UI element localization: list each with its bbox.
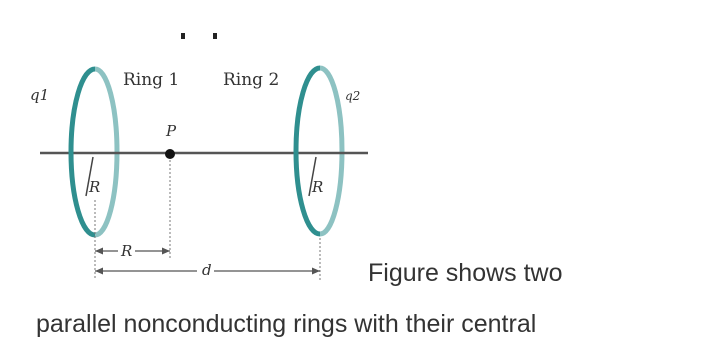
point-p-dot (165, 149, 175, 159)
r-dimension-arrow-right (162, 248, 170, 255)
d-dimension-arrow-right (312, 268, 320, 275)
r-dimension-label: R (121, 242, 133, 260)
caption-line-1: Figure shows two (368, 259, 563, 287)
caption-line-2: parallel nonconducting rings with their central (36, 310, 537, 338)
ring-1-label: Ring 1 (123, 70, 180, 90)
ring-2-back (320, 68, 342, 234)
ring-2 (296, 68, 320, 234)
point-p-label: P (166, 122, 177, 140)
d-dimension-label: d (202, 261, 212, 279)
r-dimension-arrow-left (95, 248, 103, 255)
radius-label-right: R (312, 178, 324, 196)
top-mark-left (181, 33, 185, 39)
charge-1-label: q1 (30, 86, 50, 104)
charge-2-label: q2 (345, 89, 361, 103)
top-mark-right (213, 33, 217, 39)
d-dimension-arrow-left (95, 268, 103, 275)
radius-label-left: R (89, 178, 101, 196)
ring-2-label: Ring 2 (223, 70, 280, 90)
